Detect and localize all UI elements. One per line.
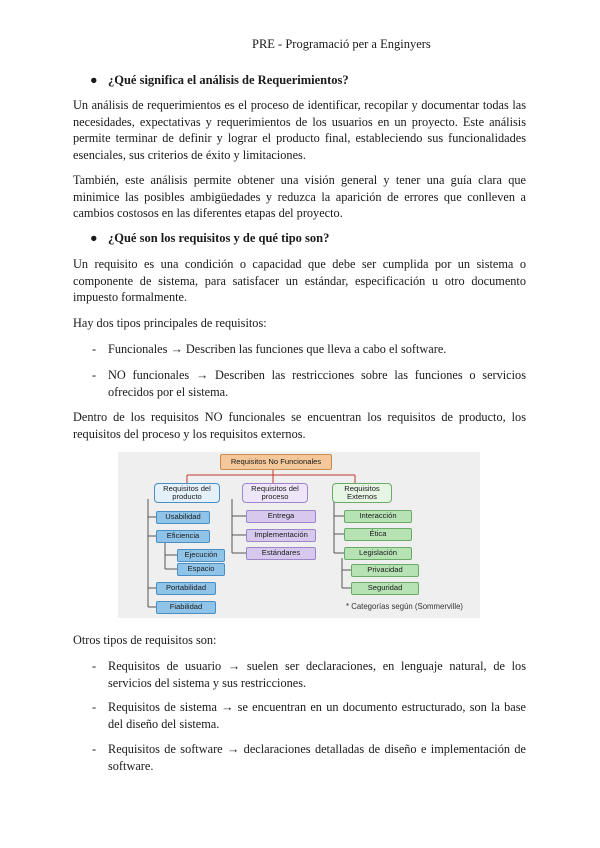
top-box: Requisitos No Funcionales	[220, 454, 332, 470]
producto-item: Usabilidad	[156, 511, 210, 524]
proceso-item: Estándares	[246, 547, 316, 560]
list-item-text: NO funcionales → Describen las restricciones sobre las funciones o servicios ofrecidos por el sistema.	[108, 368, 526, 399]
paragraph: También, este análisis permite obtener una visión general y tener una guía clara que minimice las posibles ambigüedades y reduzca la aparición de errores que conlleven a cambios costosos en las diferentes etapas del proyecto.	[73, 173, 526, 221]
bullet-icon: ●	[90, 73, 98, 87]
producto-subitem: Ejecución	[177, 549, 225, 562]
list-item-text: Requisitos de sistema → se encuentran en un documento estructurado, son la base del diseño del sistema.	[108, 700, 526, 731]
proceso-head: Requisitos del proceso	[242, 483, 308, 503]
heading-text: ¿Qué significa el análisis de Requerimientos?	[108, 73, 349, 87]
heading-text: ¿Qué son los requisitos y de qué tipo son?	[108, 231, 330, 245]
producto-item: Eficiencia	[156, 530, 210, 543]
section-heading-requisitos	[90, 231, 329, 246]
list-item-text: Funcionales → Describen las funciones que lleva a cabo el software.	[108, 342, 447, 356]
proceso-item: Implementación	[246, 529, 316, 542]
figure-caption: * Categorías según (Sommerville)	[346, 602, 463, 611]
list-item-text: Requisitos de software → declaraciones detalladas de diseño e implementación de software.	[108, 742, 526, 773]
externos-item: Legislación	[344, 547, 412, 560]
section-heading-analisis	[90, 73, 349, 88]
externos-item: Ética	[344, 528, 412, 541]
dash-marker: -	[92, 700, 97, 714]
proceso-item: Entrega	[246, 510, 316, 523]
producto-item: Portabilidad	[156, 582, 216, 595]
producto-head: Requisitos del producto	[154, 483, 220, 503]
paragraph: Un análisis de requerimientos es el proceso de identificar, recopilar y documentar todas las necesidades, expectativas y requerimientos de los usuarios en un proyecto. Este análisis permite terminar de definir y lograr el producto final, estableciendo sus funcionalidades esenciales, sus criterios de éxito y limitaciones.	[73, 98, 526, 162]
paragraph: Dentro de los requisitos NO funcionales se encuentran los requisitos de producto, los requisitos del proceso y los requisitos externos.	[73, 410, 526, 441]
dash-marker: -	[92, 368, 97, 382]
producto-subitem: Espacio	[177, 563, 225, 576]
dash-marker: -	[92, 342, 97, 356]
externos-subitem: Seguridad	[351, 582, 419, 595]
externos-item: Interacción	[344, 510, 412, 523]
list-item-text: Requisitos de usuario → suelen ser declaraciones, en lenguaje natural, de los servicios del sistema y sus restricciones.	[108, 659, 526, 690]
externos-subitem: Privacidad	[351, 564, 419, 577]
dash-marker: -	[92, 742, 97, 756]
dash-marker: -	[92, 659, 97, 673]
requirements-diagram	[118, 452, 480, 618]
paragraph: Hay dos tipos principales de requisitos:	[73, 316, 267, 330]
producto-item: Fiabilidad	[156, 601, 216, 614]
page-header: PRE - Programació per a Enginyers	[252, 37, 431, 51]
paragraph: Otros tipos de requisitos son:	[73, 633, 217, 647]
paragraph: Un requisito es una condición o capacidad que debe ser cumplida por un sistema o componente de sistema, para satisfacer un estándar, especificación u otro documento impuesto formalmente.	[73, 257, 526, 305]
bullet-icon: ●	[90, 231, 98, 245]
externos-head: Requisitos Externos	[332, 483, 392, 503]
